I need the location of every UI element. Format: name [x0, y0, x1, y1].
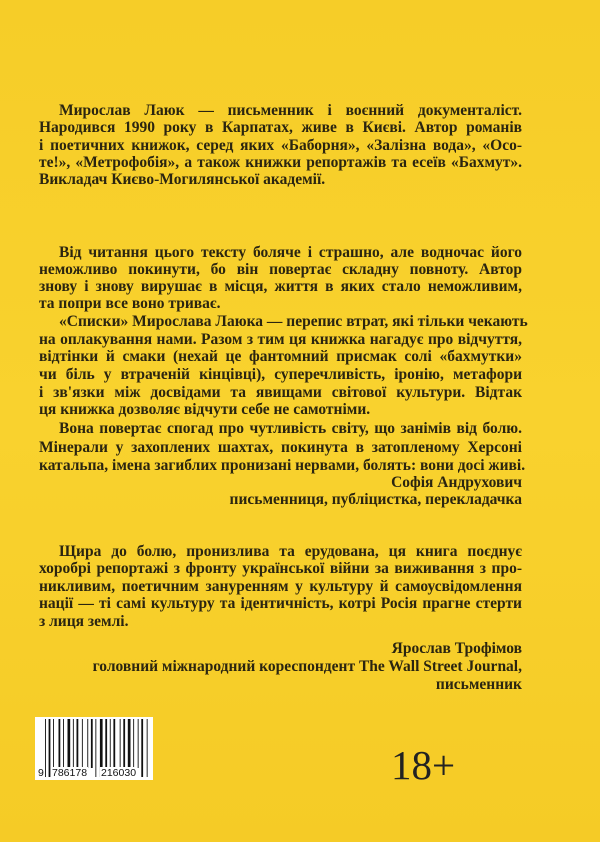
review-line: Щира до болю, пронизлива та ерудована, ця книга поєднує: [59, 543, 522, 560]
bio-line: Народився 1990 року в Карпатах, живе в Києві. Автор романів: [39, 119, 522, 136]
reviewer-name: Ярослав Трофімов: [391, 640, 522, 657]
barcode-bar: [147, 719, 148, 777]
bio-line: Викладач Києво-Могилянської академії.: [39, 171, 326, 188]
reviewer-title: головний міжнародний кореспондент The Wall Street Journal,: [92, 658, 522, 675]
barcode-bar: [113, 719, 115, 768]
review-line: Вона повертає спогад про чутливість світу, що занімів від болю.: [59, 420, 522, 437]
barcode-bar: [91, 719, 93, 768]
barcode-digit-group: 9: [38, 767, 44, 779]
review-line: з лиця землі.: [39, 613, 129, 630]
barcode-bar: [68, 719, 71, 768]
review-line: катальпа, імена загиблих пронизані нервами, болять: вони досі живі.: [39, 457, 526, 474]
barcode-digit-group: 216030: [101, 767, 137, 779]
review-line: неможливо покинути, бо він повертає складну повноту. Автор: [39, 261, 522, 278]
review-line: хоробрі репортажі з фронту української війни за виживання з про-: [39, 560, 522, 577]
barcode-bar: [123, 719, 125, 768]
barcode-digit-group: 786178: [52, 767, 88, 779]
isbn-barcode: [35, 717, 153, 780]
review-line: Від читання цього тексту боляче і страшно, але водночас його: [59, 244, 522, 261]
barcode-bar: [45, 719, 46, 777]
barcode-bar: [95, 719, 96, 777]
author-name: Мирослав Лаюк: [59, 102, 185, 119]
barcode-bar: [63, 719, 64, 768]
barcode-bar: [128, 719, 131, 768]
barcode-bar: [53, 719, 54, 768]
bio-line: Мирослав Лаюк — письменник і воєнний документаліст.: [59, 102, 523, 119]
barcode-bar: [105, 719, 107, 768]
review-line: никливим, поетичним зануренням у культуру й самоусвідомлення: [39, 578, 522, 595]
review-line: Мінерали у захоплених шахтах, покинута в затопленому Херсоні: [39, 439, 522, 456]
reviewer-title: письменниця, публіцистка, перекладачка: [229, 491, 522, 508]
barcode-bar: [138, 719, 139, 768]
reviewer-title: письменник: [435, 676, 522, 693]
review-line: відтінки й смаки (нехай це фантомний присмак солі «бахмутки»: [39, 348, 522, 365]
barcode-bar: [73, 719, 74, 768]
age-rating: 18+: [391, 742, 456, 788]
barcode-bar: [141, 719, 143, 777]
barcode-bar: [59, 719, 61, 768]
review-line: нації — ті самі культуру та ідентичність, котрі Росія прагне стерти: [39, 595, 522, 612]
review-line: та попри все воно триває.: [39, 295, 221, 312]
review-line: і зв'язки між досвідами та явищами світової культури. Відтак: [39, 384, 522, 401]
barcode-bar: [120, 719, 121, 768]
bio-line: і поетичних книжок, серед яких «Баборня», «Залізна вода», «Осо-: [39, 137, 522, 154]
barcode-bar: [110, 719, 111, 768]
review-line: чи біль у втраченій кінцівці), суперечливість, іронію, метафори: [39, 366, 522, 383]
barcode-bar: [82, 719, 83, 768]
bio-line: те!», «Метрофобія», а також книжки репортажів та есеїв «Бахмут».: [39, 154, 522, 171]
review-line: ця книжка дозволяє відчути себе не самотніми.: [39, 401, 371, 418]
barcode-bar: [133, 719, 134, 768]
barcode-bar: [87, 719, 88, 768]
review-line: «Списки» Мирослава Лаюка — перепис втрат, які тільки чекають: [59, 313, 528, 330]
review-line: на оплакування нами. Разом з тим ця книжка нагадує про відчуття,: [39, 331, 522, 348]
reviewer-name: Софія Андрухович: [391, 474, 522, 491]
barcode-bar: [77, 719, 79, 768]
review-line: знову і знову вирушає в місця, життя в яких стало неможливим,: [39, 278, 522, 295]
